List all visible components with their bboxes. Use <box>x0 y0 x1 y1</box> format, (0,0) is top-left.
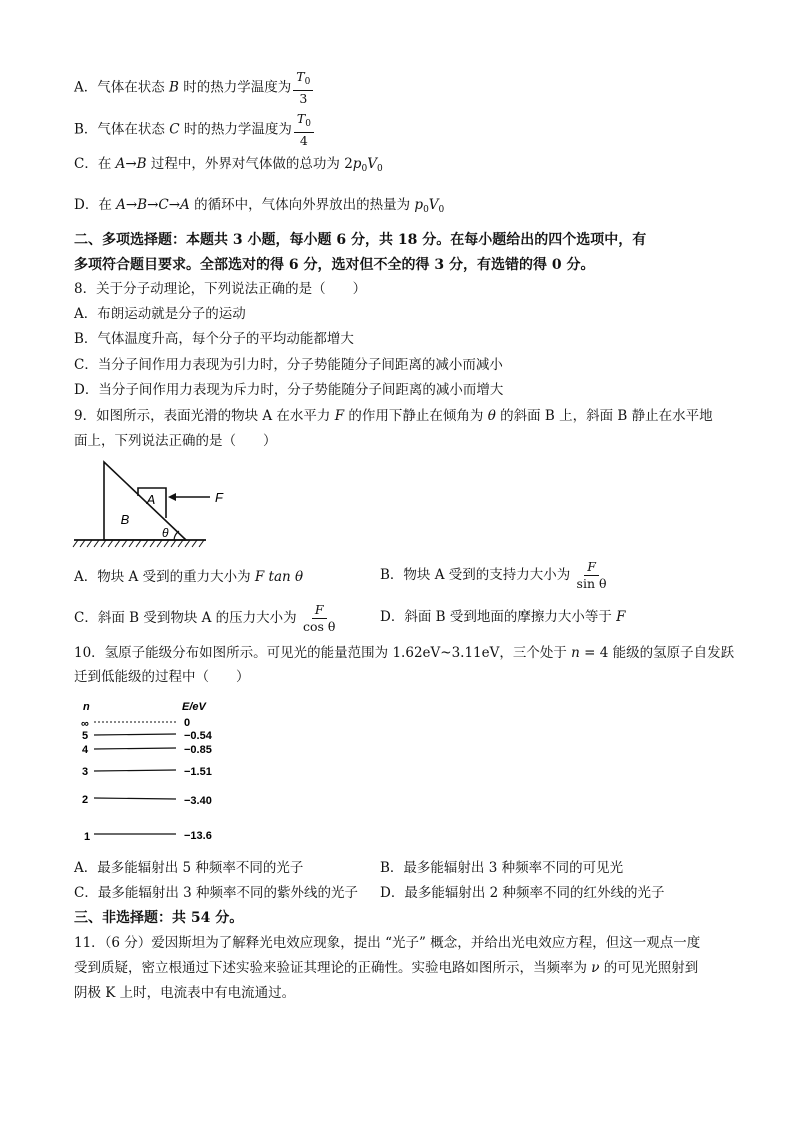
force-arrow-head <box>168 493 176 501</box>
label-b: B <box>120 512 130 527</box>
q11-line2: 受到质疑，密立根通过下述实验来验证其理论的正确性。实验电路如图所示，当频率为 ν 的可见光照射到 <box>74 960 699 976</box>
q7-option-d: D．在 A→B→C→A 的循环中，气体向外界放出的热量为 $p_0V_0$ <box>74 197 445 215</box>
level-line <box>94 748 176 749</box>
level-energy: −3.40 <box>184 795 212 807</box>
q9-stem-line2: 面上，下列说法正确的是（ ） <box>74 433 277 449</box>
q10-stem-line2: 迁到低能级的过程中（ ） <box>74 669 250 685</box>
energy-level-diagram <box>74 696 254 846</box>
level-n: 5 <box>82 730 89 742</box>
level-line <box>94 798 176 799</box>
axis-label-n: n <box>83 701 90 713</box>
section2-heading-line2: 多项符合题目要求。全部选对的得 6 分，选对但不全的得 3 分，有选错的得 0 分。 <box>74 257 595 273</box>
axis-label-energy: E/eV <box>182 701 206 713</box>
ground-hatch <box>73 540 204 547</box>
incline-figure <box>70 458 223 550</box>
label-a: A <box>146 492 156 507</box>
fraction: $\frac{T_0}{3}$ <box>293 70 313 106</box>
label-f: F <box>215 490 223 505</box>
q11-line3: 阴极 K 上时，电流表中有电流通过。 <box>74 985 296 1001</box>
q11-line1: 11．（6 分）爱因斯坦为了解释光电效应现象，提出 “光子” 概念，并给出光电效应方程，但这一观点一度 <box>74 935 701 951</box>
q8-option-c: C．当分子间作用力表现为引力时，分子势能随分子间距离的减小而减小 <box>74 357 503 373</box>
level-n: 1 <box>84 831 91 843</box>
q7-option-a: A．气体在状态 B 时的热力学温度为 $\frac{T_0}{3}$ <box>74 70 315 106</box>
q7-option-b: B．气体在状态 C 时的热力学温度为 $\frac{T_0}{4}$ <box>74 112 316 148</box>
fraction: $\frac{F}{\text{cos θ}}$ <box>302 602 336 634</box>
incline-wedge-b <box>104 462 186 540</box>
angle-arc <box>174 531 179 540</box>
level-n: 2 <box>82 794 89 806</box>
level-energy: 0 <box>184 717 191 729</box>
level-n: 4 <box>82 744 89 756</box>
level-n: ∞ <box>81 718 89 730</box>
q10-option-d: D．最多能辐射出 2 种频率不同的红外线的光子 <box>380 885 665 901</box>
section2-heading-line1: 二、多项选择题：本题共 3 小题，每小题 6 分，共 18 分。在每小题给出的四个选项中，有 <box>74 232 647 248</box>
q10-option-a: A．最多能辐射出 5 种频率不同的光子 <box>74 860 304 876</box>
q9-stem-line1: 9．如图所示，表面光滑的物块 A 在水平力 F 的作用下静止在倾角为 θ 的斜面 B 上，斜面 B 静止在水平地 <box>74 408 713 424</box>
level-n: 3 <box>82 766 89 778</box>
fraction: $\frac{T_0}{4}$ <box>294 112 314 148</box>
q8-option-b: B．气体温度升高，每个分子的平均动能都增大 <box>74 331 354 347</box>
level-line <box>94 770 176 771</box>
level-energy: −0.54 <box>184 730 212 742</box>
level-energy: −0.85 <box>184 744 212 756</box>
q8-option-d: D．当分子间作用力表现为斥力时，分子势能随分子间距离的减小而增大 <box>74 382 504 398</box>
q10-option-b: B．最多能辐射出 3 种频率不同的可见光 <box>380 860 624 876</box>
q9-option-a: A．物块 A 受到的重力大小为 F tan θ <box>74 569 304 585</box>
q9-option-b: B．物块 A 受到的支持力大小为 $\frac{F}{\text{sin θ}}$ <box>380 559 607 591</box>
label-theta: θ <box>162 526 169 540</box>
q9-option-c: C．斜面 B 受到物块 A 的压力大小为 $\frac{F}{\text{cos θ}}$ <box>74 602 336 634</box>
level-energy: −13.6 <box>184 830 212 842</box>
q7-option-c: C．在 A→B 过程中，外界对气体做的总功为 $2p_0V_0$ <box>74 156 383 174</box>
level-line <box>94 734 176 735</box>
section3-heading: 三、非选择题：共 54 分。 <box>74 910 244 926</box>
q8-stem: 8．关于分子动理论，下列说法正确的是（ ） <box>74 281 367 297</box>
q10-option-c: C．最多能辐射出 3 种频率不同的紫外线的光子 <box>74 885 359 901</box>
q8-option-a: A．布朗运动就是分子的运动 <box>74 306 246 322</box>
q9-option-d: D．斜面 B 受到地面的摩擦力大小等于 F <box>380 609 626 625</box>
q10-stem-line1: 10．氢原子能级分布如图所示。可见光的能量范围为 1.62eV~3.11eV，三个处于 n = 4 能级的氢原子自发跃 <box>74 645 735 661</box>
level-energy: −1.51 <box>184 766 212 778</box>
fraction: $\frac{F}{\text{sin θ}}$ <box>576 559 607 591</box>
